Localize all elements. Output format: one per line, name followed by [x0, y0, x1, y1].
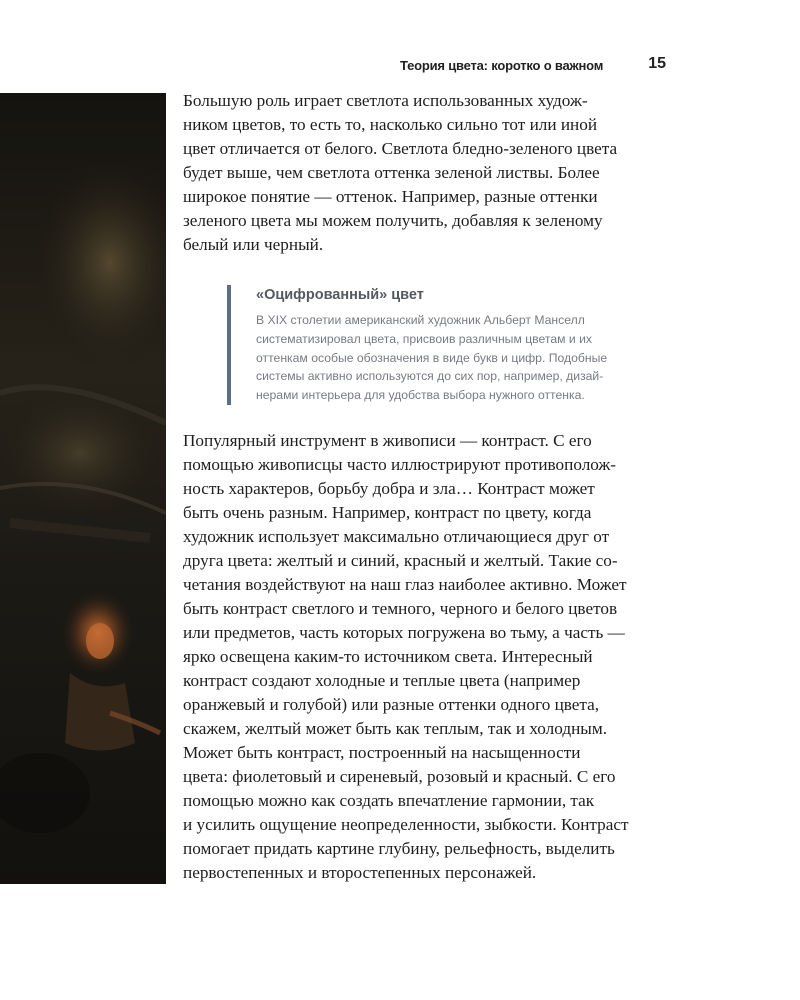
sidebar-line: В XIX столетии американский художник Альберт Манселл	[256, 313, 585, 327]
text-line: скажем, желтый может быть как теплым, так и холодным.	[183, 719, 608, 738]
sidebar-line: системы активно используются до сих пор, например, дизай-	[256, 369, 604, 384]
running-header	[400, 55, 670, 77]
sidebar-note	[227, 285, 691, 405]
text-line: ником цветов, то есть то, насколько сильно тот или иной	[183, 115, 598, 134]
painting-image	[0, 93, 166, 884]
painting-illustration	[0, 93, 166, 884]
paragraph-contrast	[183, 429, 688, 885]
sidebar-line: нерами интерьера для удобства выбора нужного оттенка.	[256, 388, 585, 403]
text-line: широкое понятие — оттенок. Например, разные оттенки	[183, 187, 598, 206]
text-line: ность характеров, борьбу добра и зла… Контраст может	[183, 479, 595, 498]
text-line: будет выше, чем светлота оттенка зеленой листвы. Более	[183, 163, 600, 182]
text-line: помогает придать картине глубину, рельефность, выделить	[183, 839, 615, 858]
text-line: ярко освещена каким-то источником света. Интересный	[183, 647, 593, 666]
text-line: быть очень разным. Например, контраст по цвету, когда	[183, 503, 592, 522]
paragraph-lightness	[183, 89, 688, 257]
text-line: Большую роль играет светлота использованных худож-	[183, 91, 588, 110]
text-line: контраст создают холодные и теплые цвета (например	[183, 671, 581, 690]
text-line: цвета: фиолетовый и сиреневый, розовый и красный. С его	[183, 767, 616, 786]
text-line: и усилить ощущение неопределенности, зыбкости. Контраст	[183, 815, 629, 834]
text-line: оранжевый и голубой) или разные оттенки одного цвета,	[183, 695, 600, 714]
text-line: четания воздействуют на наш глаз наиболее активно. Может	[183, 575, 627, 594]
text-line: или предметов, часть которых погружена во тьму, а часть —	[183, 623, 625, 642]
text-line: быть контраст светлого и темного, черного и белого цветов	[183, 599, 618, 618]
text-line: помощью можно как создать впечатление гармонии, так	[183, 791, 595, 810]
text-line: друга цвета: желтый и синий, красный и желтый. Такие со-	[183, 551, 618, 570]
text-line: цвет отличается от белого. Светлота бледно-зеленого цвета	[183, 139, 618, 158]
text-line: белый или черный.	[183, 235, 324, 254]
sidebar-line: систематизировал цвета, присвоив различным цветам и их	[256, 331, 592, 346]
text-line: помощью живописцы часто иллюстрируют противополож-	[183, 455, 617, 474]
sidebar-text	[256, 311, 607, 405]
sidebar-line: оттенкам особые обозначения в виде букв и цифр. Подобные	[256, 350, 608, 365]
text-line: первостепенных и второстепенных персонажей.	[183, 863, 537, 882]
sidebar-title: «Оцифрованный» цвет	[256, 287, 424, 303]
text-line: Популярный инструмент в живописи — контраст. С его	[183, 431, 592, 450]
page-number: 15	[648, 55, 666, 72]
text-line: художник использует максимально отличающиеся друг от	[183, 527, 610, 546]
running-title: Теория цвета: коротко о важном	[400, 58, 604, 73]
text-line: зеленого цвета мы можем получить, добавляя к зеленому	[183, 211, 603, 230]
text-line: Может быть контраст, построенный на насыщенности	[183, 743, 581, 762]
